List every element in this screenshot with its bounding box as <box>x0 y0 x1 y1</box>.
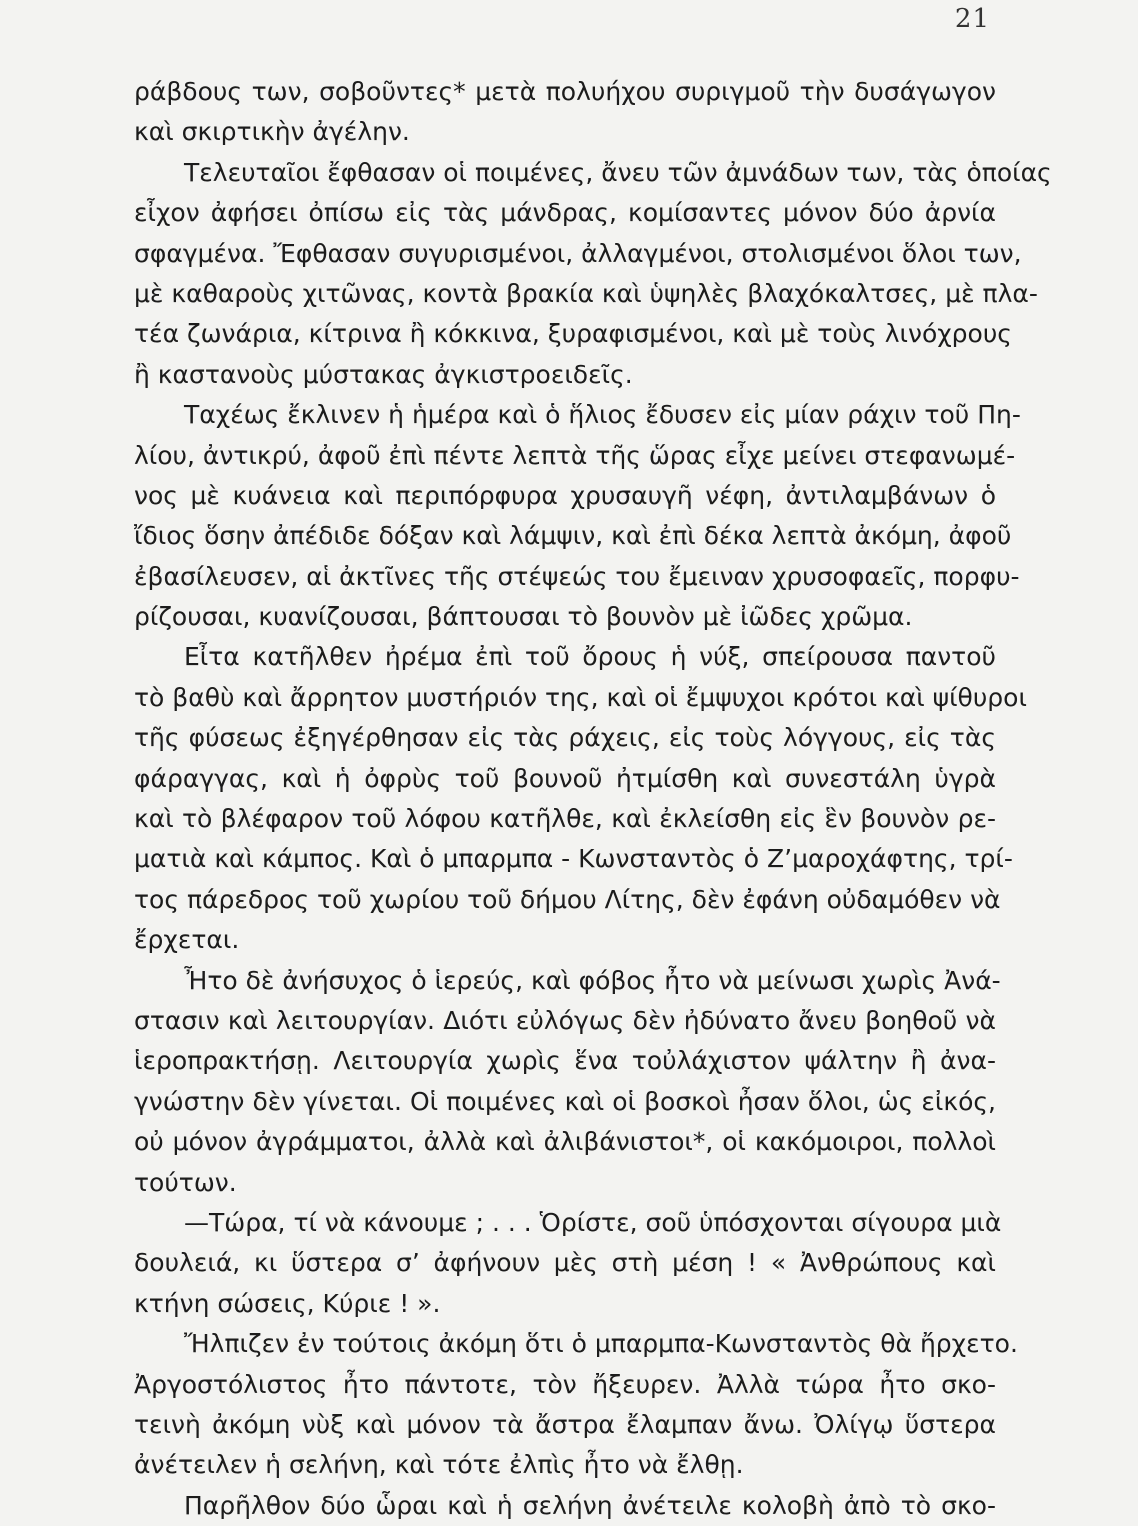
text-line: Παρῆλθον δύο ὧραι καὶ ἡ σελήνη ἀνέτειλε κολοβὴ ἀπὸ τὸ σκο- <box>184 1490 996 1520</box>
text-line: κτήνη σώσεις, Κύριε ! ». <box>134 1288 441 1318</box>
text-line: καὶ τὸ βλέφαρον τοῦ λόφου κατῆλθε, καὶ ἐκλείσθη εἰς ἓν βουνὸν ρε- <box>134 804 996 834</box>
text-line: νος μὲ κυάνεια καὶ περιπόρφυρα χρυσαυγῆ νέφη, ἀντιλαμβάνων ὁ <box>134 480 996 510</box>
text-line: Ἤλπιζεν ἐν τούτοις ἀκόμη ὅτι ὁ μπαρμπα-Κωνσταντὸς θὰ ἤρχετο. <box>184 1329 1018 1359</box>
text-line: τῆς φύσεως ἐξηγέρθησαν εἰς τὰς ράχεις, εἰς τοὺς λόγγους, εἰς τὰς <box>134 723 996 753</box>
text-line: καὶ σκιρτικὴν ἀγέλην. <box>134 117 410 147</box>
text-line: ἔρχεται. <box>134 925 240 955</box>
text-line: ρίζουσαι, κυανίζουσαι, βάπτουσαι τὸ βουνὸν μὲ ἰῶδες χρῶμα. <box>134 602 913 632</box>
text-line: Ταχέως ἔκλινεν ἡ ἡμέρα καὶ ὁ ἥλιος ἔδυσεν εἰς μίαν ράχιν τοῦ Πη- <box>184 400 1021 430</box>
text-line: ματιὰ καὶ κάμπος. Καὶ ὁ μπαρμπα - Κωνσταντὸς ὁ Ζ’μαροχάφτης, τρί- <box>134 844 1013 874</box>
text-line: φάραγγας, καὶ ἡ ὀφρὺς τοῦ βουνοῦ ἠτμίσθη καὶ συνεστάλη ὑγρὰ <box>134 763 996 793</box>
text-line: Εἶτα κατῆλθεν ἠρέμα ἐπὶ τοῦ ὄρους ἡ νύξ, σπείρουσα παντοῦ <box>184 642 996 672</box>
text-line: τὸ βαθὺ καὶ ἄρρητον μυστήριόν της, καὶ οἱ ἔμψυχοι κρότοι καὶ ψίθυροι <box>134 682 1027 712</box>
text-line: ράβδους των, σοβοῦντες* μετὰ πολυήχου συριγμοῦ τὴν δυσάγωγον <box>134 77 996 106</box>
text-line: τεινὴ ἀκόμη νὺξ καὶ μόνον τὰ ἄστρα ἔλαμπαν ἄνω. Ὀλίγῳ ὕστερα <box>134 1409 996 1439</box>
text-line: μὲ καθαροὺς χιτῶνας, κοντὰ βρακία καὶ ὑψηλὲς βλαχόκαλτσες, μὲ πλα- <box>134 278 1038 308</box>
text-line: Ἀργοστόλιστος ἦτο πάντοτε, τὸν ἤξευρεν. Ἀλλὰ τώρα ἦτο σκο- <box>134 1369 996 1399</box>
text-line: δουλειά, κι ὕστερα σ’ ἀφήνουν μὲς στὴ μέση ! « Ἀνθρώπους καὶ <box>134 1248 996 1278</box>
text-line: ἢ καστανοὺς μύστακας ἀγκιστροειδεῖς. <box>134 359 633 389</box>
text-line: ἱεροπρακτήσῃ. Λειτουργία χωρὶς ἕνα τοὐλάχιστον ψάλτην ἢ ἀνα- <box>134 1046 996 1076</box>
text-line: στασιν καὶ λειτουργίαν. Διότι εὐλόγως δὲν ἠδύνατο ἄνευ βοηθοῦ νὰ <box>134 1005 996 1035</box>
text-line: ἐβασίλευσεν, αἱ ἀκτῖνες τῆς στέψεώς του ἔμειναν χρυσοφαεῖς, πορφυ- <box>134 561 1020 591</box>
text-line: οὐ μόνον ἀγράμματοι, ἀλλὰ καὶ ἀλιβάνιστοι*, οἱ κακόμοιροι, πολλοὶ <box>134 1127 996 1157</box>
text-line: ἀνέτειλεν ἡ σελήνη, καὶ τότε ἐλπὶς ἦτο νὰ ἔλθῃ. <box>134 1450 744 1480</box>
page-number: 21 <box>954 4 990 34</box>
body-text <box>134 72 1052 1526</box>
text-line: τέα ζωνάρια, κίτρινα ἢ κόκκινα, ξυραφισμένοι, καὶ μὲ τοὺς λινόχρους <box>134 319 1012 349</box>
text-line: γνώστην δὲν γίνεται. Οἱ ποιμένες καὶ οἱ βοσκοὶ ἦσαν ὅλοι, ὡς εἰκός, <box>134 1086 996 1116</box>
text-line: —Τώρα, τί νὰ κάνουμε ; . . . Ὁρίστε, σοῦ ὑπόσχονται σίγουρα μιὰ <box>184 1207 1002 1237</box>
text-line: Τελευταῖοι ἔφθασαν οἱ ποιμένες, ἄνευ τῶν ἀμνάδων των, τὰς ὁποίας <box>184 157 1052 187</box>
text-line: Ἦτο δὲ ἀνήσυχος ὁ ἱερεύς, καὶ φόβος ἦτο νὰ μείνωσι χωρὶς Ἀνά- <box>184 965 1001 995</box>
text-line: σφαγμένα. Ἔφθασαν συγυρισμένοι, ἀλλαγμένοι, στολισμένοι ὅλοι των, <box>134 238 1022 268</box>
text-line: τος πάρεδρος τοῦ χωρίου τοῦ δήμου Λίτης, δὲν ἐφάνη οὐδαμόθεν νὰ <box>134 884 1001 914</box>
text-line: εἶχον ἀφήσει ὀπίσω εἰς τὰς μάνδρας, κομίσαντες μόνον δύο ἀρνία <box>134 198 996 228</box>
text-line: λίου, ἀντικρύ, ἀφοῦ ἐπὶ πέντε λεπτὰ τῆς ὥρας εἶχε μείνει στεφανωμέ- <box>134 440 1016 470</box>
text-line: ἴδιος ὅσην ἀπέδιδε δόξαν καὶ λάμψιν, καὶ ἐπὶ δέκα λεπτὰ ἀκόμη, ἀφοῦ <box>134 521 1012 551</box>
text-line: τούτων. <box>134 1167 237 1197</box>
